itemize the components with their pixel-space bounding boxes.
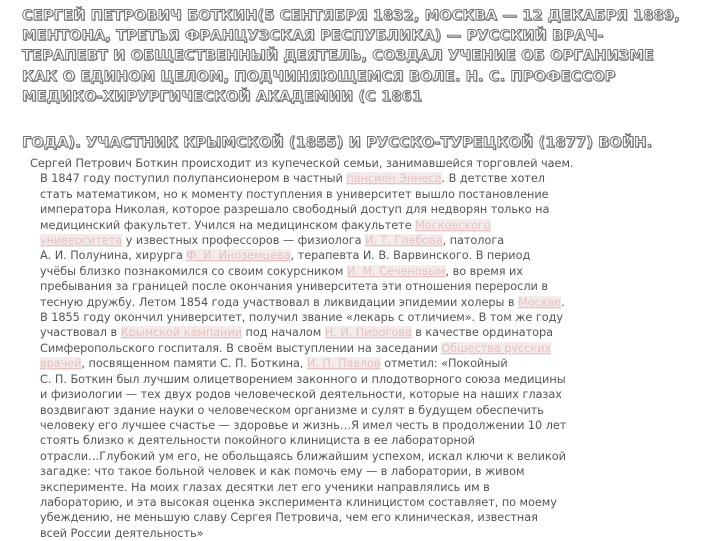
text-line — [40, 233, 606, 248]
text-segment: Симферопольского госпиталя. В своём выступлении на заседании — [40, 341, 442, 355]
text-segment: всей России деятельность» — [40, 526, 204, 540]
text-line — [40, 449, 606, 464]
text-line — [40, 295, 606, 310]
text-line — [40, 248, 606, 263]
text-line — [30, 156, 606, 171]
text-segment: эксперименте. На моих глазах десятки лет его ученики направлялись им в — [40, 480, 490, 494]
text-line — [40, 264, 606, 279]
text-segment: стоять близко к деятельности покойного клинициста в ее лабораторной — [40, 434, 475, 448]
wiki-link[interactable]: Москве — [518, 295, 562, 309]
text-line — [40, 202, 606, 217]
text-segment: лабораторию, и эта высокая оценка эксперимента клиницистом составляет, по моему — [40, 495, 557, 509]
text-line — [40, 464, 606, 479]
heading-gap — [22, 107, 686, 133]
text-segment: в качестве ординатора — [411, 326, 553, 340]
text-line — [40, 480, 606, 495]
text-line — [40, 187, 606, 202]
text-line — [40, 510, 606, 525]
text-line — [40, 279, 606, 294]
text-segment: . В детстве хотел — [441, 172, 545, 186]
text-segment: отрасли…Глубокий ум его, не обольщаясь ближайшим успехом, искал ключи к великой — [40, 449, 566, 463]
text-line — [40, 171, 606, 186]
text-segment: пребывания за границей после окончания университета эти отношения переросли в — [40, 280, 548, 294]
text-segment: и физиологии — тех двух родов человеческой деятельности, которые на наших глазах — [40, 388, 562, 402]
text-segment: отметил: «Покойный — [380, 357, 508, 371]
text-segment: , терапевта И. В. Варвинского. В период — [290, 249, 531, 263]
text-segment: воздвигают здание науки о человеческом организме и сулят в будущем обеспечить — [40, 403, 544, 417]
text-line — [40, 218, 606, 233]
wiki-link[interactable]: И. М. Сеченовым — [346, 264, 446, 278]
text-segment: загадке: что такое больной человек и как помочь ему — в лаборатории, в живом — [40, 465, 525, 479]
text-segment: . — [561, 295, 565, 309]
text-segment: С. П. Боткин был лучшим олицетворением законного и плодотворного союза медицины — [40, 372, 566, 386]
heading-part-1: СЕРГЕЙ ПЕТРОВИЧ БОТКИН(5 СЕНТЯБРЯ 1832, МОСКВА — 12 ДЕКАБРЯ 1889, МЕНТОНА, ТРЕТЬЯ ФРАНЦУЗСКАЯ РЕСПУБЛИКА) — РУССКИЙ ВРАЧ-ТЕРАПЕВТ И ОБЩЕСТВЕННЫЙ ДЕЯТЕЛЬ, СОЗДАЛ УЧЕНИЕ ОБ ОРГАНИЗМЕ КАК О ЕДИНОМ ЦЕЛОМ, ПОДЧИНЯЮЩЕМСЯ ВОЛЕ. Н. С. ПРОФЕССОР МЕДИКО-ХИРУРГИЧЕСКОЙ АКАДЕМИИ (С 1861 — [22, 7, 680, 105]
text-segment: медицинский факультет. Учился на медицинском факультете — [40, 218, 416, 232]
slide-heading — [22, 6, 686, 153]
heading-part-2: ГОДА). УЧАСТНИК КРЫМСКОЙ (1855) И РУССКО-ТУРЕЦКОЙ (1877) ВОЙН. — [22, 134, 653, 152]
wiki-link[interactable]: университета — [40, 234, 123, 248]
text-line — [40, 325, 606, 340]
wiki-link[interactable]: Общества русских — [441, 341, 552, 355]
wiki-link[interactable]: Н. И. Пирогова — [324, 326, 412, 340]
text-segment: учёбы близко познакомился со своим сокурсником — [40, 264, 347, 278]
text-line — [40, 387, 606, 402]
wiki-link[interactable]: пансион Эннеса — [346, 172, 442, 186]
text-segment: у известных профессоров — физиолога — [122, 234, 366, 248]
wiki-link[interactable]: врачей — [40, 357, 82, 371]
text-line — [40, 356, 606, 371]
text-segment: под началом — [241, 326, 325, 340]
text-line — [40, 310, 606, 325]
text-segment: В 1847 году поступил полупансионером в частный — [40, 172, 347, 186]
wiki-link[interactable]: И. П. Павлов — [306, 357, 381, 371]
text-segment: , во время их — [445, 264, 523, 278]
text-line — [40, 526, 606, 541]
text-segment: Сергей Петрович Боткин происходит из купеческой семьи, занимавшейся торговлей чаем. — [30, 157, 574, 170]
text-line — [40, 341, 606, 356]
text-line — [40, 495, 606, 510]
text-segment: человеку его лучшее счастье — здоровье и жизнь…Я имел честь в продолжении 10 лет — [40, 418, 567, 432]
text-segment: , посвященном памяти С. П. Боткина, — [81, 357, 307, 371]
text-segment: участвовал в — [40, 326, 121, 340]
text-line — [40, 372, 606, 387]
wiki-link[interactable]: Крымской кампании — [120, 326, 242, 340]
text-line — [40, 433, 606, 448]
text-segment: В 1855 году окончил университет, получил звание «лекарь с отличием». В том же году — [40, 311, 563, 325]
text-segment: убеждению, не меньшую славу Сергея Петровича, чем его клиническая, известная — [40, 511, 538, 525]
wiki-link[interactable]: Ф. И. Иноземцева — [186, 249, 291, 263]
text-segment: , патолога — [442, 234, 505, 248]
text-line — [40, 418, 606, 433]
biography-paragraph — [30, 156, 606, 541]
text-segment: императора Николая, которое разрешало свободный доступ для недворян только на — [40, 203, 550, 217]
text-line — [40, 403, 606, 418]
text-segment: А. И. Полунина, хирурга — [40, 249, 187, 263]
wiki-link[interactable]: Московского — [415, 218, 491, 232]
wiki-link[interactable]: И. Т. Глебова — [365, 234, 443, 248]
text-segment: стать математиком, но к моменту поступления в университет вышло постановление — [40, 187, 549, 201]
text-segment: тесную дружбу. Летом 1854 года участвовал в ликвидации эпидемии холеры в — [40, 295, 519, 309]
